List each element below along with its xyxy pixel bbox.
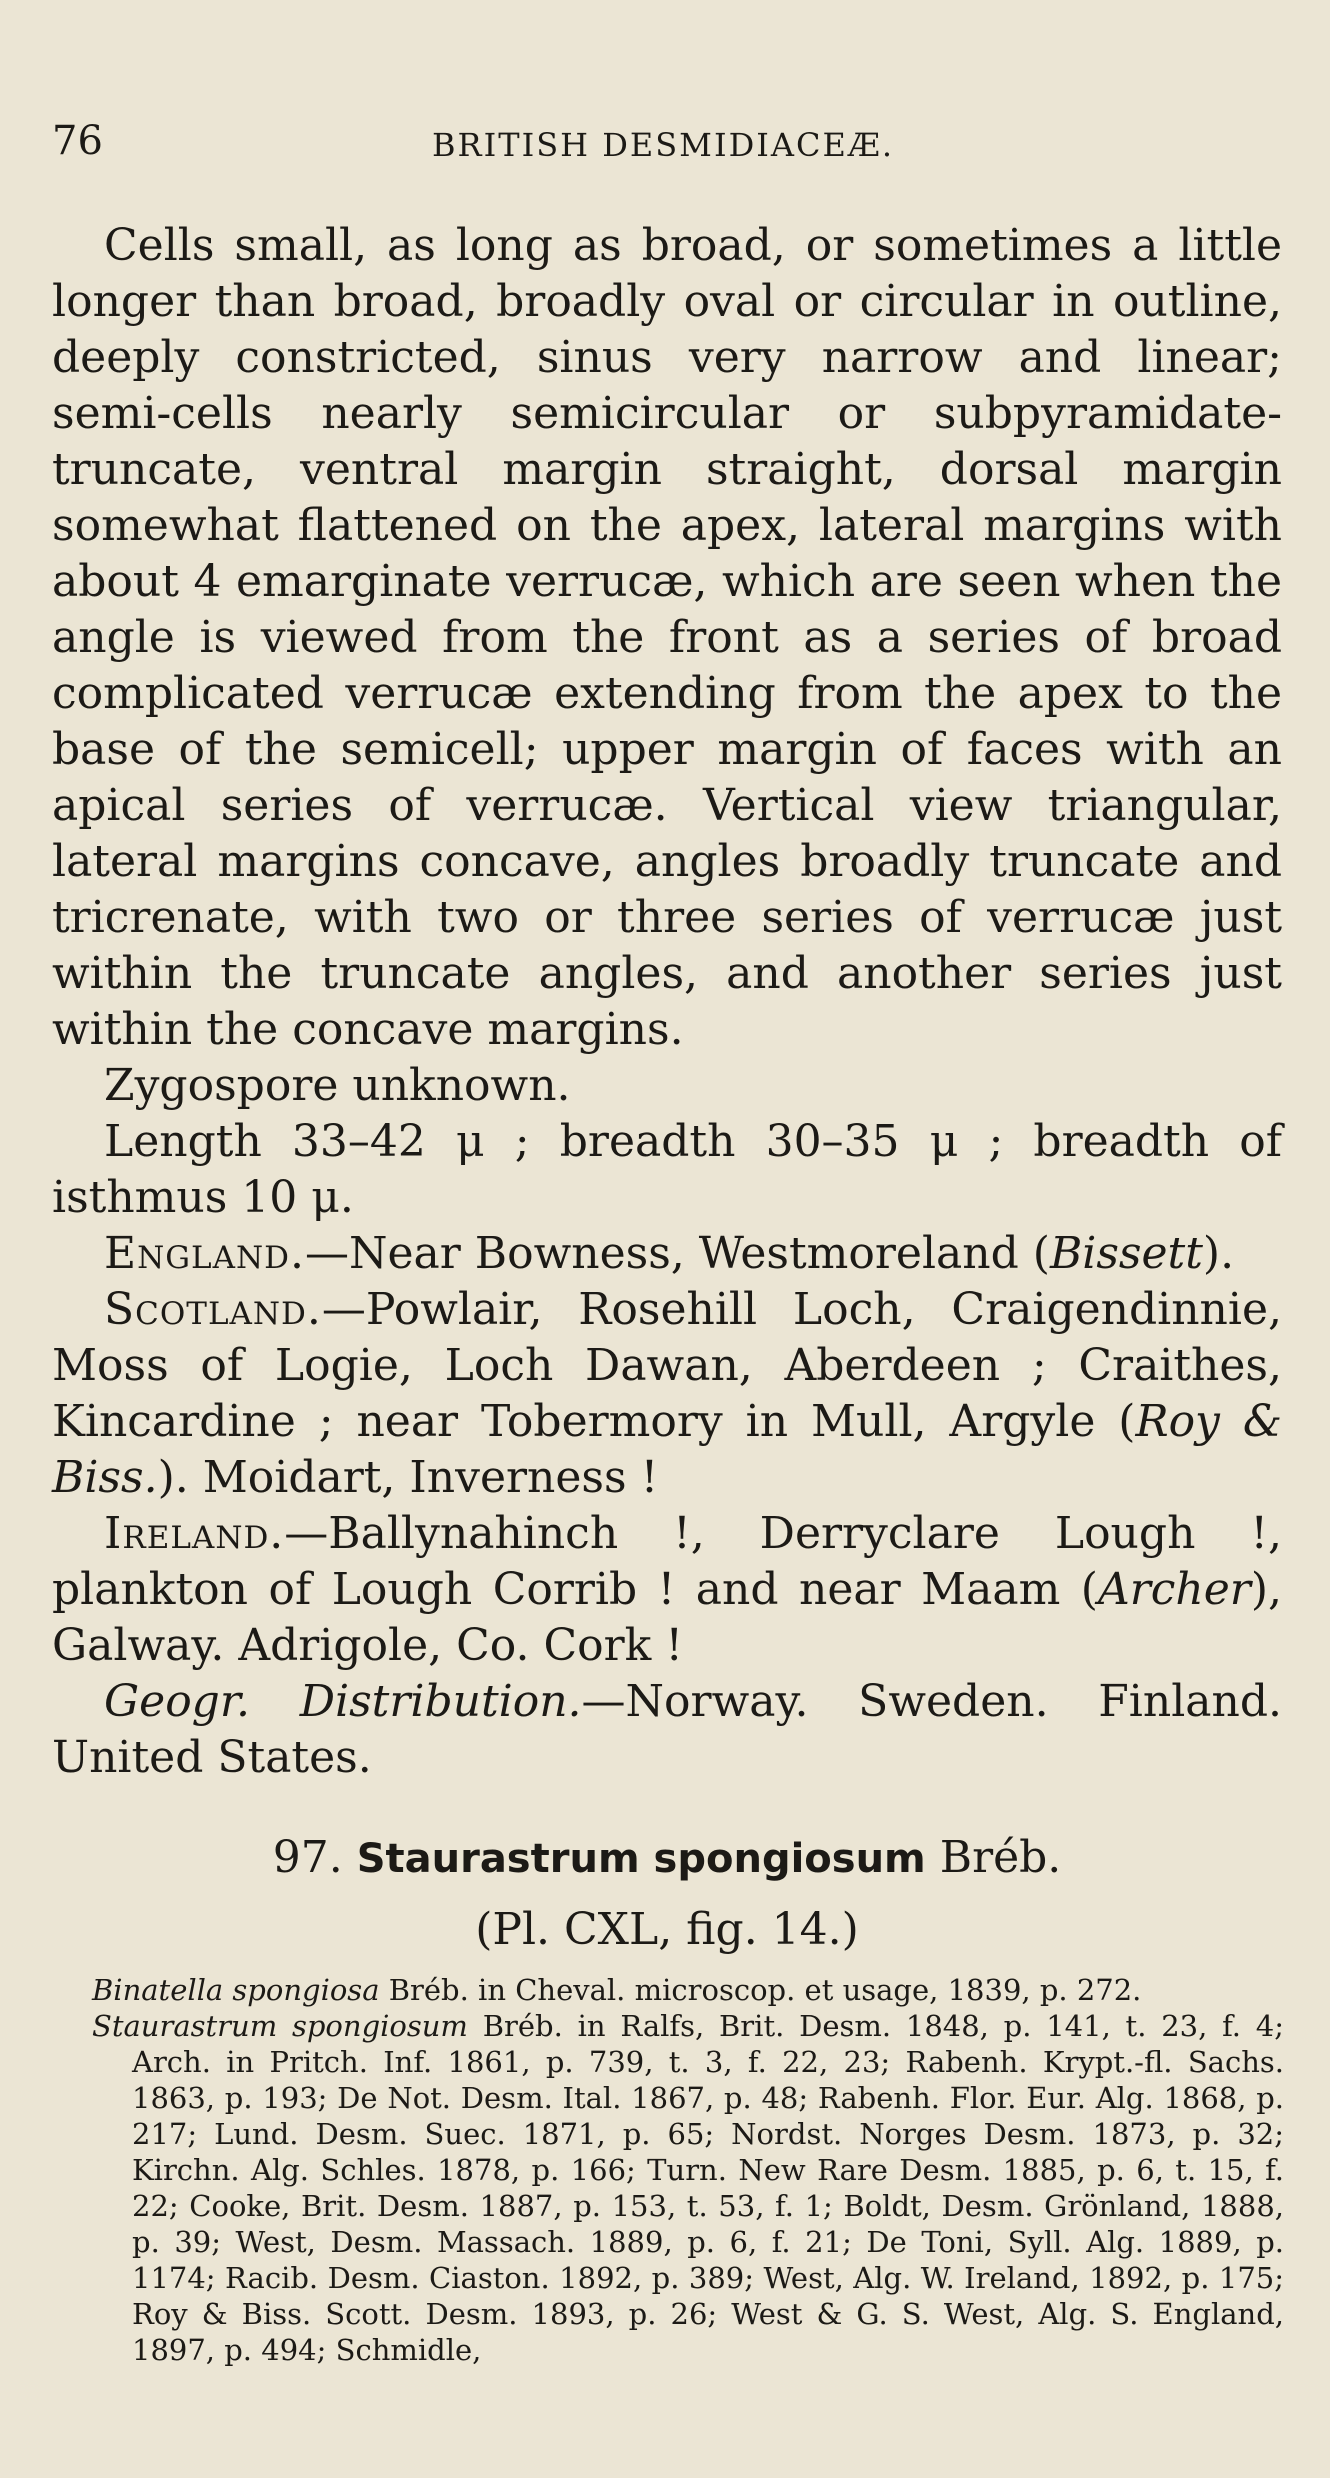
scotland-end: ). Moidart, Inverness !	[157, 1452, 659, 1503]
plate-reference: (Pl. CXL, fig. 14.)	[475, 1904, 859, 1955]
species-heading	[52, 1828, 1282, 1889]
synonym-2	[92, 2008, 1284, 2368]
measurements: Length 33–42 μ ; breadth 30–35 μ ; breadth of isthmus 10 μ.	[52, 1116, 1282, 1223]
ireland-label: Ireland.	[104, 1508, 285, 1559]
locality-england	[52, 1226, 1282, 1282]
synonym-2-citation: Bréb. in Ralfs, Brit. Desm. 1848, p. 141, t. 23, f. 4; Arch. in Pritch. Inf. 1861, p. 739, t. 3, f. 22, 23; Rabenh. Krypt.-fl. Sachs. 1863, p. 193; De Not. Desm. Ital. 1867, p. 48; Rabenh. Flor. Eur. Alg. 1868, p. 217; Lund. Desm. Suec. 1871, p. 65; Nordst. Norges Desm. 1873, p. 32; Kirchn. Alg. Schles. 1878, p. 166; Turn. New Rare Desm. 1885, p. 6, t. 15, f. 22; Cooke, Brit. Desm. 1887, p. 153, t. 53, f. 1; Boldt, Desm. Grönland, 1888, p. 39; West, Desm. Massach. 1889, p. 6, f. 21; De Toni, Syll. Alg. 1889, p. 1174; Racib. Desm. Ciaston. 1892, p. 389; West, Alg. W. Ireland, 1892, p. 175; Roy & Biss. Scott. Desm. 1893, p. 26; West & G. S. West, Alg. S. England, 1897, p. 494; Schmidle,	[132, 2009, 1284, 2367]
species-number: 97.	[272, 1832, 343, 1883]
synonymy-references	[92, 1972, 1284, 2368]
synonym-1	[92, 1972, 1284, 2008]
england-text: —Near Bowness, Westmoreland (	[304, 1228, 1050, 1279]
species-name: Staurastrum spongiosum	[356, 1836, 926, 1882]
geogr-label: Geogr. Distribution.	[104, 1676, 582, 1727]
species-author: Bréb.	[939, 1832, 1062, 1883]
ireland-authority: Archer	[1097, 1564, 1251, 1615]
scotland-label: Scotland.	[104, 1284, 322, 1335]
synonym-2-name: Staurastrum spongiosum	[92, 2009, 468, 2043]
locality-scotland	[52, 1282, 1282, 1506]
england-end: ).	[1202, 1228, 1235, 1279]
description-paragraph: Cells small, as long as broad, or sometimes a little longer than broad, broadly oval or circular in outline, deeply constricted, sinus very narrow and linear; semi-cells nearly semicircular or subpyramidate-truncate, ventral margin straight, dorsal margin somewhat flattened on the apex, lateral margins with about 4 emarginate verrucæ, which are seen when the angle is viewed from the front as a series of broad complicated verrucæ extending from the apex to the base of the semicell; upper margin of faces with an apical series of verrucæ. Vertical view triangular, lateral margins concave, angles broadly truncate and tricrenate, with two or three series of verrucæ just within the truncate angles, and another series just within the concave margins.	[52, 220, 1282, 1055]
scotland-authority: Roy & Biss.	[52, 1396, 1282, 1503]
england-label: England.	[104, 1228, 305, 1279]
ireland-end: ), Galway. Adrigole, Co. Cork !	[52, 1564, 1282, 1671]
page-number: 76	[52, 118, 103, 164]
ireland-text: —Ballynahinch !, Derryclare Lough !, plankton of Lough Corrib ! and near Maam (	[52, 1508, 1282, 1615]
species-description	[52, 218, 1282, 1786]
synonym-1-citation: Bréb. in Cheval. microscop. et usage, 1839, p. 272.	[379, 1973, 1142, 2007]
synonym-1-name: Binatella spongiosa	[92, 1973, 380, 2007]
scotland-text: —Powlair, Rosehill Loch, Craigendinnie, Moss of Logie, Loch Dawan, Aberdeen ; Craithes, Kincardine ; near Tobermory in Mull, Argyle (	[52, 1284, 1282, 1447]
geographic-distribution	[52, 1674, 1282, 1786]
zygospore-note: Zygospore unknown.	[104, 1060, 571, 1111]
running-title: BRITISH DESMIDIACEÆ.	[432, 126, 895, 164]
geogr-text: —Norway. Sweden. Finland. United States.	[52, 1676, 1283, 1783]
page-header	[52, 118, 1282, 168]
england-authority: Bissett	[1049, 1228, 1203, 1279]
locality-ireland	[52, 1506, 1282, 1674]
